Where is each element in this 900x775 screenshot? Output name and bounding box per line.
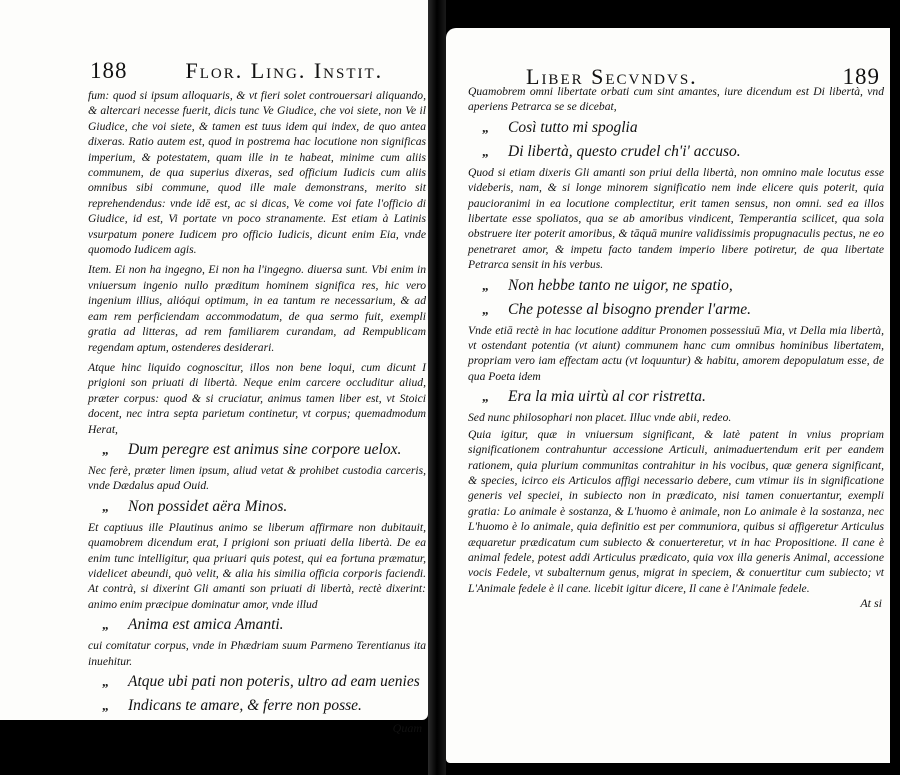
running-title: Liber Secvndvs. <box>526 64 698 89</box>
right-page <box>446 28 890 763</box>
quote-mark: „ <box>102 441 109 457</box>
paragraph: Quamobrem omni libertate orbati cum sint amantes, iure dicendum est Di libertà, vnd aperiens Petrarca se se dicebat, <box>468 85 884 114</box>
verse-line <box>468 299 884 321</box>
right-page-text <box>468 84 884 612</box>
verse-text: Che potesse al bisogno prender l'arme. <box>508 300 751 318</box>
verse-text: Non possidet aëra Minos. <box>128 497 288 515</box>
verse-line <box>88 496 426 518</box>
paragraph: fum: quod si ipsum alloquaris, & vt fieri solet controuersari aliquando, & altercari necesse fuerit, dicis tunc Ve Giudice, che voi siete, non Ve il Giudice, che voi siete, & tamen est tuus idem qui index, de quo antea dixeras. Ratio autem est, quod in postrema hac locutione non significas imperium, & potestatem, quam ille in te habeat, minime cum aliis communem, de qua superius dixeras, sed officium Iudicis cum aliis omnibus sibi commune, quod ille male demonstrans, merito sit reprehendendus: vnde idē est, ac si dicas, Ve come voi fate l'officio di Giudice, id est, Vi portate vn poco stranamente. Est etiam à Latinis vsurpatum ponere Iudicem pro officio Iudicis, dicunt enim Eia, vnde quomodo Iudicem agis. <box>88 89 426 257</box>
left-page-text <box>88 88 426 736</box>
verse-line <box>88 614 426 636</box>
verse-line <box>468 275 884 297</box>
paragraph: Atque hinc liquido cognoscitur, illos non bene loqui, cum dicunt I prigioni son priuati di libertà. Neque enim carcere occluditur aliud, præter corpus: quod & si cruciatur, animus tamen liber est, vt Stoici docent, nec intra septa parietum continetur, vt corpus; quemadmodum Herat, <box>88 360 426 436</box>
paragraph: Et captiuus ille Plautinus animo se liberum affirmare non dubitauit, quamobrem dicendum erat, I prigioni son priuati della libertà. De ea enim tunc intelligitur, qua priuari quis potest, qui ea fortuna præmatur, videlicet abeundi, quò velit, & alia his similia officia corporis faciendi. At contrà, si dixerint Gli amanti son priuati di libertà, rectè dixerint: animo enim præcipue dominatur amor, vnde illud <box>88 520 426 611</box>
verse-line <box>468 141 884 163</box>
verse-text: Anima est amica Amanti. <box>128 616 284 634</box>
verse-text: Dum peregre est animus sine corpore uelox. <box>128 440 402 458</box>
verse-text: Di libertà, questo crudel ch'i' accuso. <box>508 142 741 160</box>
verse-text: Atque ubi pati non poteris, ultro ad eam uenies <box>128 673 420 690</box>
paragraph: cui comitatur corpus, vnde in Phædriam suum Parmeno Terentianus ita inuehitur. <box>88 639 426 668</box>
paragraph: Quia igitur, quæ in vniuersum significant, & latè patent in vnius propriam significationem contrahuntur accessione Articuli, animaduertendum erit per eandem rationem, quia plurium communitas contrahitur in his vocibus, quæ genera significant, & species, icirco eis Articulos affigi necessario debere, cum vtimur iis in significatione generis vel speciei, in subiecto non in prædicato, nisi tamen conuertantur, exempli gratia: Lo animale è sostanza, & L'huomo è animale, non Lo animale è la sostanza, nec L'huomo è lo animale, quia definitio est per communiora, quibus si affigeretur Articulus æquaretur prædicatum cum subiecto & conuerteretur, vt in hac Propositione. Il cane è animal fedele, potest addi Articulus prædicato, quia vox illa generis Animal, accessione vocis Fedele, vt subalternum genus, migrat in speciem, & conuertitur cum subiecto; vt L'Animale fedele è il cane. licebit igitur dicere, Il cane è l'Animale fedele. <box>468 427 884 595</box>
paragraph: Item. Ei non ha ingegno, Ei non ha l'ingegno. diuersa sunt. Vbi enim in vniuersum ingenio nullo præditum hominem significa res, hic vero ingenium illius, alióqui optimum, in ea tantum re necessarium, & ad eam rem perficiendam accommodatum, de qua sermo fuit, exempli gratia ad litteras, ad rem familiarem curandam, ad Rempublicam regendam aptum, ostenderes desiderari. <box>88 263 426 354</box>
quote-mark: „ <box>482 277 489 293</box>
verse-line <box>88 695 426 717</box>
paragraph: Quod si etiam dixeris Gli amanti son priui della libertà, non omnino male locutus esse videberis, nam, & si longe minorem significatio nem inde elicere quis poterit, quia paucioranimi in ea locutione complectitur, erit tamen sensus, non omni. sed ea illos libertate esse spoliatos, qua se ab amoribus vindicent, Temperantia scilicet, qua sola obstruere iter poterit amoribus, & tāquā munire validissimis propugnaculis pectus, ne eo penetraret amor, & impetu facto tandem imperio libere potiretur, de qua libertate Petrarca sensit in his verbus. <box>468 165 884 272</box>
catchword: At si <box>860 596 882 611</box>
verse-text: Così tutto mi spoglia <box>508 118 638 136</box>
quote-mark: „ <box>482 119 489 135</box>
paragraph: Vnde etiā rectè in hac locutione additur Pronomen possessiuū Mia, vt Della mia libertà, vt ostendant potentia (vt aiunt) communem hanc cum omnibus hominibus libertatem, propriam vero iam effectam actu (vt loquuntur) & habitu, amorem depopulatum esse, de qua Poeta idem <box>468 323 884 383</box>
left-page <box>0 0 428 735</box>
running-title: Flor. Ling. Instit. <box>185 58 384 83</box>
catchword: Quam <box>392 721 422 735</box>
verse-line <box>88 671 426 693</box>
verse-line <box>468 386 884 408</box>
verse-line <box>468 117 884 139</box>
quote-mark: „ <box>482 301 489 317</box>
left-page-header <box>90 58 410 90</box>
page-number: 189 <box>842 64 880 89</box>
book-gutter <box>428 0 446 775</box>
page-number: 188 <box>90 58 128 83</box>
quote-mark: „ <box>102 498 109 514</box>
quote-mark: „ <box>102 617 109 633</box>
verse-text: Non hebbe tanto ne uigor, ne spatio, <box>508 276 733 294</box>
verse-text: Era la mia uirtù al cor ristretta. <box>508 388 706 406</box>
paragraph: Sed nunc philosophari non placet. Illuc vnde abii, redeo. <box>468 411 732 425</box>
quote-mark: „ <box>482 389 489 405</box>
quote-mark: „ <box>102 698 109 713</box>
paragraph: Nec ferè, præter limen ipsum, aliud vetat & prohibet custodia carceris, vnde Dædalus apud Ouid. <box>88 463 426 493</box>
quote-mark: „ <box>482 143 489 159</box>
quote-mark: „ <box>102 674 109 689</box>
verse-text: Indicans te amare, & ferre non posse. <box>128 697 362 714</box>
verse-line <box>88 439 426 461</box>
